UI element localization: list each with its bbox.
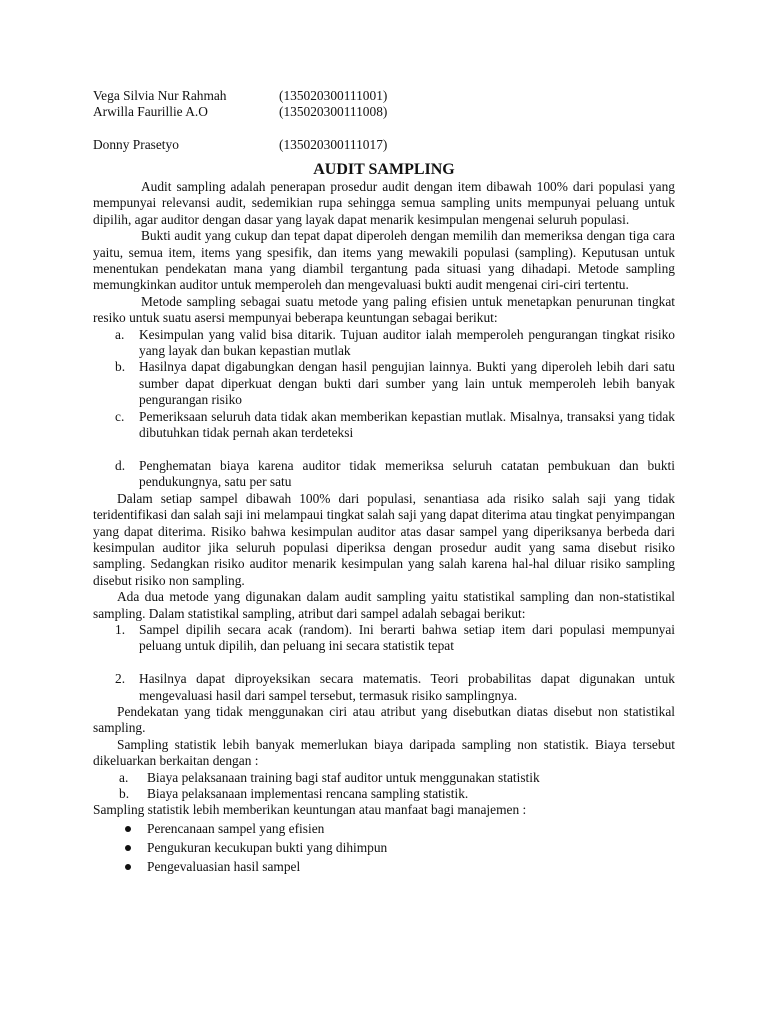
document-title: AUDIT SAMPLING xyxy=(313,161,455,178)
cost-list xyxy=(93,770,675,803)
benefits-list xyxy=(93,819,675,877)
list-item xyxy=(93,671,675,704)
paragraph-benefits: Sampling statistik lebih memberikan keuntungan atau manfaat bagi manajemen : xyxy=(93,802,527,818)
bullet-icon xyxy=(125,826,131,832)
list-item xyxy=(93,359,675,408)
list-item-text: Hasilnya dapat diproyeksikan secara matematis. Teori probabilitas dapat digunakan untuk mengevaluasi hasil dari sampel tersebut, termasuk risiko samplingnya. xyxy=(139,671,675,703)
list-item xyxy=(93,622,675,655)
list-marker: d. xyxy=(115,457,126,473)
paragraph-evidence: Bukti audit yang cukup dan tepat dapat diperoleh dengan memilih dan memeriksa dengan tiga cara yaitu, semua item, items yang spesifik, dan items yang mewakili populasi (sampling). Keputusan untuk menentukan pendekatan mana yang diambil tergantung pada situasi yang dihadapi. Metode sampling memungkinkan auditor untuk memperoleh dan mengevaluasi bukti audit mengenai ciri-ciri tertentu. xyxy=(93,228,675,293)
author-row xyxy=(93,104,693,120)
author-name: Donny Prasetyo xyxy=(93,137,179,153)
list-item-text: Kesimpulan yang valid bisa ditarik. Tujuan auditor ialah memperoleh pengurangan tingkat risiko yang layak dan bukan kepastian mutlak xyxy=(139,326,675,359)
author-id: (135020300111001) xyxy=(279,88,388,103)
author-list xyxy=(93,88,693,154)
bullet-icon xyxy=(125,864,131,870)
author-row xyxy=(93,137,693,153)
list-marker: 1. xyxy=(115,621,126,637)
bullet-text: Pengevaluasian hasil sampel xyxy=(147,859,301,875)
paragraph-definition: Audit sampling adalah penerapan prosedur audit dengan item dibawah 100% dari populasi yang mempunyai relevansi audit, sedemikian rupa sehingga semua sampling units mempunyai peluang untuk dipilih, agar auditor dengan dasar yang layak dapat menarik kesimpulan mengenai seluruh populasi. xyxy=(93,179,675,227)
paragraph-two-methods: Ada dua metode yang digunakan dalam audit sampling yaitu statistikal sampling dan non-statistikal sampling. Dalam statistikal sampling, atribut dari sampel adalah sebagai berikut: xyxy=(93,589,675,621)
paragraph-method: Metode sampling sebagai suatu metode yang paling efisien untuk menetapkan penurunan tingkat resiko untuk suatu asersi mempunyai beberapa keuntungan sebagai berikut: xyxy=(93,293,675,326)
bullet-text: Pengukuran kecukupan bukti yang dihimpun xyxy=(147,840,388,855)
list-item xyxy=(93,327,675,360)
list-item-text: Biaya pelaksanaan training bagi staf auditor untuk menggunakan statistik xyxy=(147,769,540,785)
bullet-item xyxy=(93,819,675,838)
list-marker: b. xyxy=(119,786,130,801)
paragraph-sampling-risk: Dalam setiap sampel dibawah 100% dari populasi, senantiasa ada risiko salah saji yang tidak teridentifikasi dan salah saji ini melampaui tingkat salah saji yang dapat diterima atau tingkat penyimpangan yang dapat diterima. Risiko bahwa kesimpulan auditor atas dasar sampel yang diperiksanya berbeda dari kesimpulan auditor jika seluruh populasi diperiksa dengan prosedur audit yang sama disebut risiko sampling. Sedangkan risiko auditor menarik kesimpulan yang salah karena hal-hal diluar risiko sampling disebut risiko non sampling. xyxy=(93,490,675,588)
bullet-item xyxy=(93,857,675,876)
bullet-item xyxy=(93,838,675,857)
document-body xyxy=(93,161,675,876)
list-item-text: Sampel dipilih secara acak (random). Ini berarti bahwa setiap item dari populasi mempunyai peluang untuk dipilih, dan peluang ini secara statistik tepat xyxy=(139,621,675,654)
bullet-text: Perencanaan sampel yang efisien xyxy=(147,820,325,836)
list-marker: a. xyxy=(119,769,129,785)
list-item xyxy=(93,458,675,491)
list-marker: c. xyxy=(115,408,125,424)
author-id: (135020300111008) xyxy=(279,104,388,120)
list-marker: a. xyxy=(115,326,125,342)
blank-line xyxy=(93,121,693,137)
list-item xyxy=(93,770,675,786)
author-name: Arwilla Faurillie A.O xyxy=(93,104,208,120)
list-item-text: Penghematan biaya karena auditor tidak memeriksa seluruh catatan pembukuan dan bukti pendukungnya, satu per satu xyxy=(139,457,675,490)
list-item xyxy=(93,409,675,442)
list-marker: b. xyxy=(115,359,126,375)
list-item-text: Pemeriksaan seluruh data tidak akan memberikan kepastian mutlak. Misalnya, transaksi yang tidak dibutuhkan tidak pernah akan terdeteksi xyxy=(139,408,675,441)
paragraph-non-statistical: Pendekatan yang tidak menggunakan ciri atau atribut yang disebutkan diatas disebut non statistikal sampling. xyxy=(93,703,675,736)
author-row xyxy=(93,88,693,104)
list-item-text: Hasilnya dapat digabungkan dengan hasil pengujian lainnya. Bukti yang diperoleh lebih dari satu sumber dapat diperkuat dengan bukti dari sumber yang lain untuk memperoleh lebih banyak pengurangan risiko xyxy=(139,359,675,408)
list-marker: 2. xyxy=(115,671,126,687)
paragraph-cost: Sampling statistik lebih banyak memerlukan biaya daripada sampling non statistik. Biaya tersebut dikeluarkan berkaitan dengan : xyxy=(93,736,675,769)
advantages-list xyxy=(93,327,675,491)
attributes-list xyxy=(93,622,675,704)
list-item xyxy=(93,786,675,802)
bullet-icon xyxy=(125,845,131,851)
author-id: (135020300111017) xyxy=(279,137,388,153)
author-name: Vega Silvia Nur Rahmah xyxy=(93,88,227,103)
list-item-text: Biaya pelaksanaan implementasi rencana sampling statistik. xyxy=(147,786,469,801)
